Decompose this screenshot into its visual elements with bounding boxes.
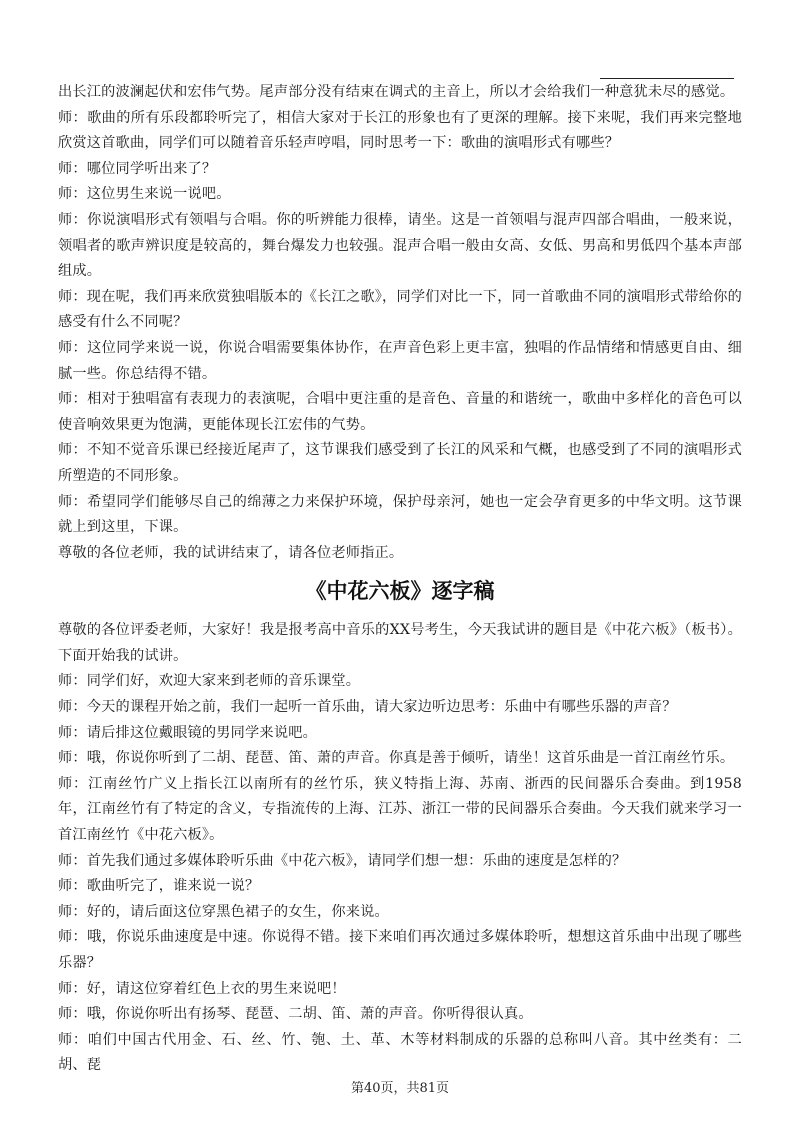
- paragraph: 师：这位男生来说一说吧。: [58, 186, 231, 203]
- section-title: 《中花六板》逐字稿: [305, 579, 495, 604]
- paragraph: 师：你说演唱形式有领唱与合唱。你的听辨能力很棒，请坐。这是一首领唱与混声四部合唱曲，一般来说，领唱者的歌声辨识度是较高的，舞台爆发力也较强。混声合唱一般由女高、女低、男高和男低四个基本声部组成。: [58, 211, 742, 280]
- paragraph: 师：江南丝竹广义上指长江以南所有的丝竹乐，狭义特指上海、苏南、浙西的民间器乐合奏曲。到1958年，江南丝竹有了特定的含义，专指流传的上海、江苏、浙江一带的民间器乐合奏曲。今天我们就来学习一首江南丝竹《中花六板》。: [58, 775, 742, 844]
- paragraph: 师：好，请这位穿着红色上衣的男生来说吧！: [58, 980, 346, 997]
- paragraph: 师：咱们中国古代用金、石、丝、竹、匏、土、革、木等材料制成的乐器的总称叫八音。其中丝类有：二胡、琵: [58, 1031, 742, 1074]
- paragraph: 出长江的波澜起伏和宏伟气势。尾声部分没有结束在调式的主音上，所以才会给我们一种意犹未尽的感觉。: [58, 84, 735, 100]
- paragraph: 师：首先我们通过多媒体聆听乐曲《中花六板》，请同学们想一想：乐曲的速度是怎样的？: [58, 852, 627, 869]
- paragraph: 师：今天的课程开始之前，我们一起听一首乐曲，请大家边听边思考：乐曲中有哪些乐器的声音？: [58, 699, 677, 716]
- paragraph: 师：这位同学来说一说，你说合唱需要集体协作，在声音色彩上更丰富，独唱的作品情绪和情感更自由、细腻一些。你总结得不错。: [58, 339, 742, 382]
- section-zhonghua-liuban: [58, 618, 742, 1079]
- paragraph: 师：哪位同学听出来了？: [58, 160, 217, 177]
- page-content: [58, 80, 742, 1079]
- paragraph: 师：哦，你说你听出有扬琴、琵琶、二胡、笛、萧的声音。你听得很认真。: [58, 1006, 533, 1023]
- paragraph: 师：哦，你说乐曲速度是中速。你说得不错。接下来咱们再次通过多媒体聆听，想想这首乐曲中出现了哪些乐器？: [58, 929, 742, 971]
- paragraph: 师：现在呢，我们再来欣赏独唱版本的《长江之歌》，同学们对比一下，同一首歌曲不同的演唱形式带给你的感受有什么不同呢？: [58, 288, 742, 331]
- paragraph: 尊敬的各位评委老师，大家好！我是报考高中音乐的XX号考生，今天我试讲的题目是《中花六板》（板书）。下面开始我的试讲。: [58, 622, 742, 664]
- paragraph: 师：歌曲的所有乐段都聆听完了，相信大家对于长江的形象也有了更深的理解。接下来呢，我们再来完整地欣赏这首歌曲，同学们可以随着音乐轻声哼唱，同时思考一下：歌曲的演唱形式有哪些？: [58, 109, 742, 152]
- header-rule: [600, 78, 734, 79]
- section-changjiang-ending: [58, 80, 742, 566]
- paragraph: 师：同学们好，欢迎大家来到老师的音乐课堂。: [58, 673, 361, 690]
- paragraph: 师：歌曲听完了，谁来说一说？: [58, 878, 260, 895]
- paragraph: 师：哦，你说你听到了二胡、琵琶、笛、萧的声音。你真是善于倾听，请坐！这首乐曲是一首江南丝竹乐。: [58, 750, 735, 767]
- page-number: 第40页，共81页: [350, 1081, 450, 1096]
- paragraph: 师：好的，请后面这位穿黑色裙子的女生，你来说。: [58, 903, 389, 920]
- paragraph: 师：请后排这位戴眼镜的男同学来说吧。: [58, 724, 317, 741]
- paragraph: 尊敬的各位老师，我的试讲结束了，请各位老师指正。: [58, 544, 404, 561]
- paragraph: 师：相对于独唱富有表现力的表演呢，合唱中更注重的是音色、音量的和谐统一，歌曲中多样化的音色可以使音响效果更为饱满，更能体现长江宏伟的气势。: [58, 391, 742, 433]
- paragraph: 师：不知不觉音乐课已经接近尾声了，这节课我们感受到了长江的风采和气概，也感受到了不同的演唱形式所塑造的不同形象。: [58, 442, 742, 484]
- paragraph: 师：希望同学们能够尽自己的绵薄之力来保护环境，保护母亲河，她也一定会孕育更多的中华文明。这节课就上到这里，下课。: [58, 493, 742, 536]
